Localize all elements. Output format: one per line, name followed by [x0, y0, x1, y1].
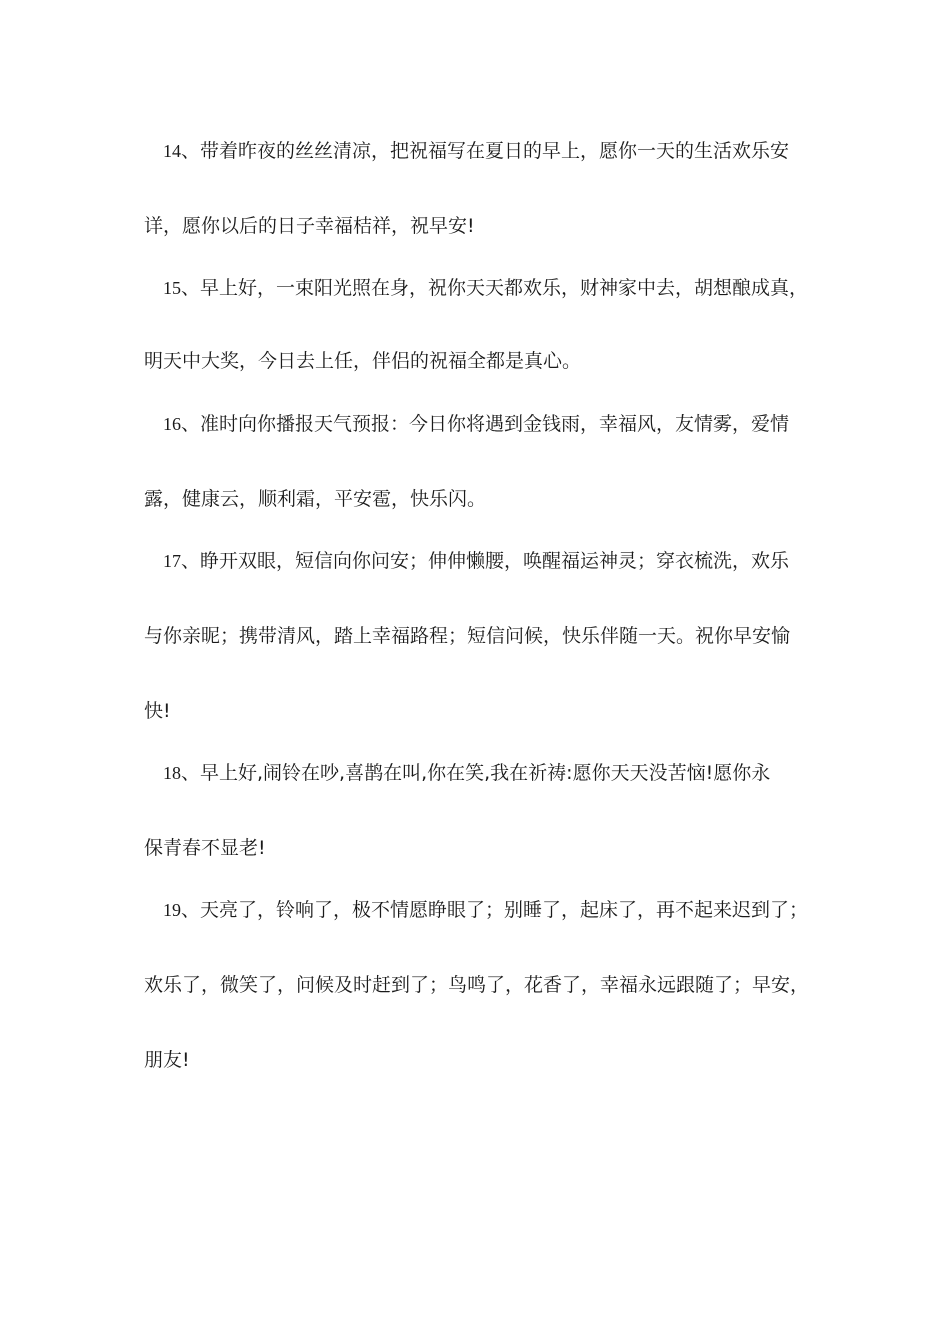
list-separator: 、 [181, 550, 201, 572]
paragraph-text: 明天中大奖，今日去上任，伴侣的祝福全都是真心。 [144, 350, 582, 372]
paragraph-text: 准时向你播报天气预报：今日你将遇到金钱雨，幸福风，友情雾，爱情 [200, 413, 790, 435]
paragraph-number: 16 [163, 414, 181, 434]
paragraph-text: 保青春不显老! [144, 837, 266, 859]
paragraph-text: 早上好,闹铃在吵,喜鹊在叫,你在笑,我在祈祷:愿你天天没苦恼!愿你永 [200, 762, 771, 784]
paragraph-text: 天亮了，铃响了，极不情愿睁眼了；别睡了，起床了，再不起来迟到了； [200, 899, 809, 921]
paragraph-16-line-2 [144, 479, 814, 519]
paragraph-15-line-1 [163, 268, 814, 308]
paragraph-14-line-2 [144, 206, 814, 246]
paragraph-number: 14 [163, 141, 181, 161]
paragraph-text: 朋友! [144, 1049, 190, 1071]
paragraph-number: 15 [163, 278, 181, 298]
paragraph-14-line-1 [163, 131, 814, 171]
paragraph-18-line-2 [144, 828, 814, 868]
list-separator: 、 [181, 140, 201, 162]
paragraph-17-line-2 [144, 616, 814, 656]
paragraph-text: 欢乐了，微笑了，问候及时赶到了；鸟鸣了，花香了，幸福永远跟随了；早安， [144, 974, 810, 996]
paragraph-text: 睁开双眼，短信向你问安；伸伸懒腰，唤醒福运神灵；穿衣梳洗，欢乐 [200, 550, 790, 572]
paragraph-text: 详，愿你以后的日子幸福桔祥，祝早安! [144, 215, 475, 237]
paragraph-text: 带着昨夜的丝丝清凉，把祝福写在夏日的早上，愿你一天的生活欢乐安 [200, 140, 790, 162]
paragraph-17-line-3 [144, 691, 814, 731]
list-separator: 、 [181, 762, 201, 784]
paragraph-19-line-3 [144, 1040, 814, 1080]
paragraph-text: 快! [144, 700, 171, 722]
list-separator: 、 [181, 899, 201, 921]
list-separator: 、 [181, 277, 201, 299]
paragraph-number: 19 [163, 900, 181, 920]
paragraph-19-line-2 [144, 965, 814, 1005]
paragraph-19-line-1 [163, 890, 814, 930]
paragraph-18-line-1 [163, 753, 814, 793]
list-separator: 、 [181, 413, 201, 435]
paragraph-text: 露，健康云，顺利霜，平安雹，快乐闪。 [144, 488, 487, 510]
paragraph-text: 早上好，一束阳光照在身，祝你天天都欢乐，财神家中去，胡想酿成真， [200, 277, 809, 299]
paragraph-text: 与你亲昵；携带清风，踏上幸福路程；短信问候，快乐伴随一天。祝你早安愉 [144, 625, 791, 647]
paragraph-15-line-2 [144, 341, 814, 381]
paragraph-16-line-1 [163, 404, 814, 444]
paragraph-number: 18 [163, 763, 181, 783]
paragraph-17-line-1 [163, 541, 814, 581]
paragraph-number: 17 [163, 551, 181, 571]
